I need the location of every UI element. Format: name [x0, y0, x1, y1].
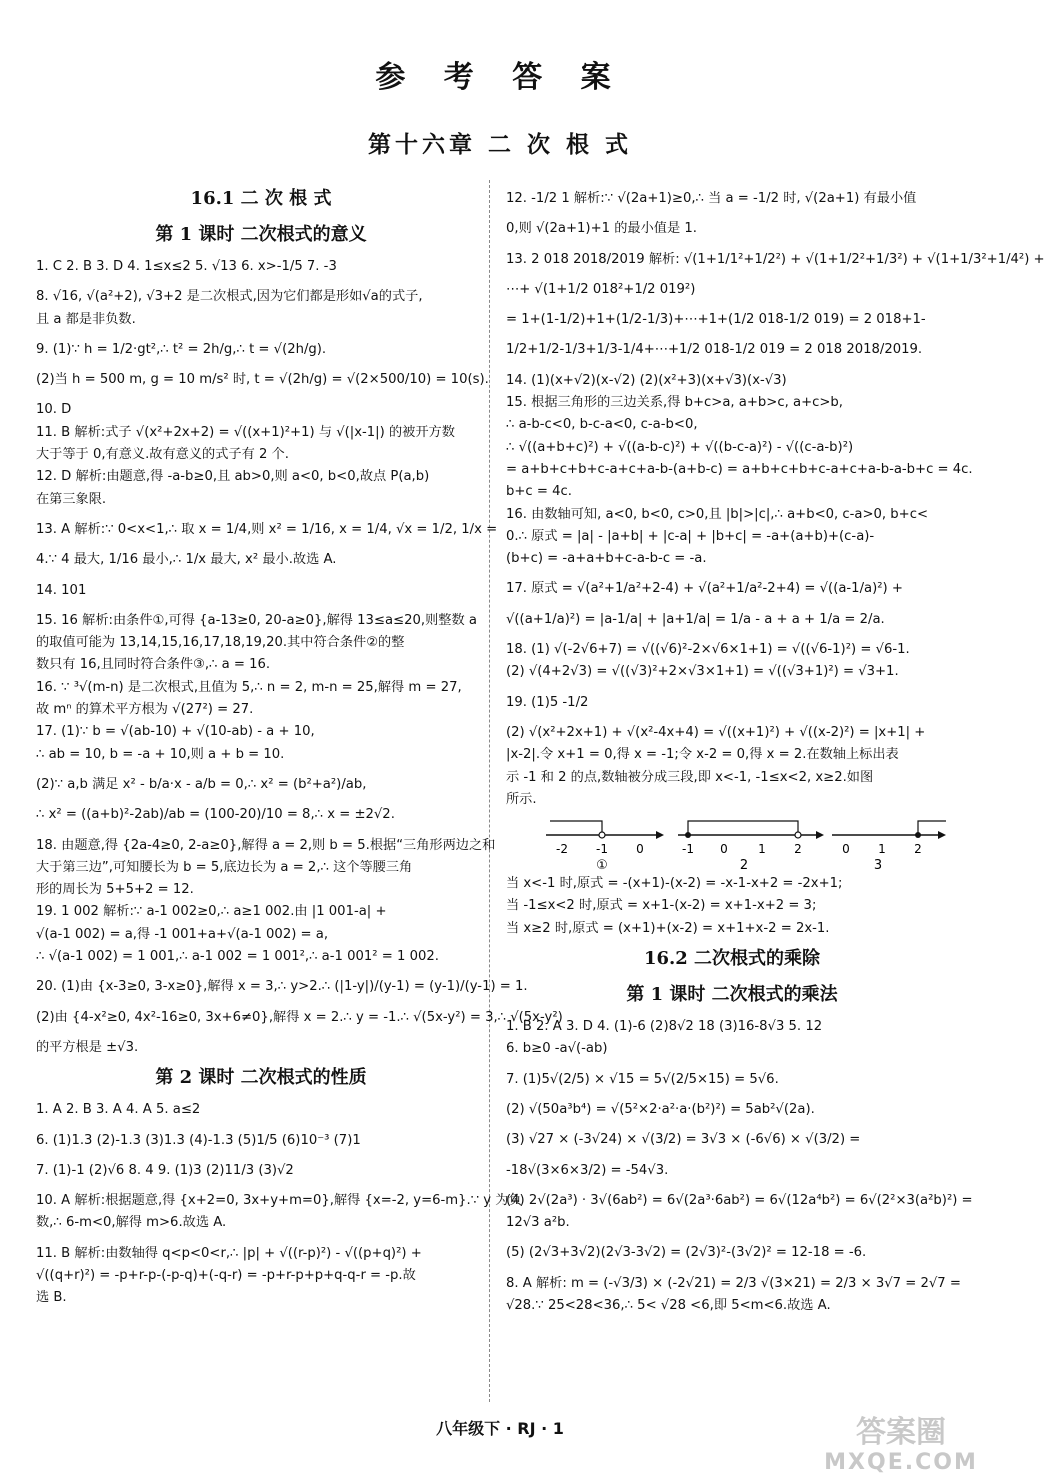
answer-line: 15. 根据三角形的三边关系,得 b+c>a, a+b>c, a+c>b,	[506, 395, 843, 411]
answer-line: 1. B 2. A 3. D 4. (1)-6 (2)8√2 18 (3)16-8√3 5. 12	[506, 1019, 823, 1035]
answer-line: ∴ √(a-1 002) = 1 001,∴ a-1 002 = 1 001²,∴ a-1 001² = 1 002.	[36, 949, 439, 965]
answer-line: 8. √16, √(a²+2), √3+2 是二次根式,因为它们都是形如√a的式子,	[36, 289, 423, 305]
answer-line: 0,则 √(2a+1)+1 的最小值是 1.	[506, 221, 697, 237]
answer-line: 所示.	[506, 791, 537, 807]
answer-line: √28.∵ 25<28<36,∴ 5< √28 <6,即 5<m<6.故选 A.	[506, 1297, 831, 1313]
number-line-svg	[506, 815, 958, 874]
answer-line: 16. 由数轴可知, a<0, b<0, c>0,且 |b|>|c|,∴ a+b<0, c-a>0, b+c<	[506, 506, 929, 522]
answer-line: 12. D 解析:由题意,得 -a-b≥0,且 ab>0,则 a<0, b<0,故点 P(a,b)	[36, 469, 430, 485]
answer-line: ∴ ab = 10, b = -a + 10,则 a + b = 10.	[36, 746, 285, 762]
answer-line: (4) 2√(2a³) · 3√(6ab²) = 6√(2a³·6ab²) = 6√(12a⁴b²) = 6√(2²×3(a²b)²) =	[506, 1192, 973, 1208]
lesson-title: 第 1 课时 二次根式的意义	[155, 224, 367, 245]
tick-label: 2	[794, 842, 802, 857]
answer-line: 4.∵ 4 最大, 1/16 最小,∴ 1/x 最大, x² 最小.故选 A.	[36, 552, 337, 568]
right-column	[506, 180, 1045, 1317]
answer-line: ∴ √((a+b+c)²) + √((a-b-c)²) + √((b-c-a)²) - √((c-a-b)²)	[506, 439, 854, 455]
answer-line: 17. 原式 = √(a²+1/a²+2-4) + √(a²+1/a²-2+4) = √((a-1/a)²) +	[506, 581, 903, 597]
number-line-1	[546, 821, 664, 873]
segment-label: 2	[739, 858, 749, 874]
watermark-text: 答案圈	[856, 1415, 946, 1450]
answer-line: b+c = 4c.	[506, 484, 572, 500]
answer-line: 7. (1)5√(2/5) × √15 = 5√(2/5×15) = 5√6.	[506, 1071, 779, 1087]
answer-line: 0.∴ 原式 = |a| - |a+b| + |c-a| + |b+c| = -a+(a+b)+(c-a)-	[506, 528, 875, 544]
answer-line: 数,∴ 6-m<0,解得 m>6.故选 A.	[36, 1215, 227, 1231]
answer-line: 13. A 解析:∵ 0<x<1,∴ 取 x = 1/4,则 x² = 1/16, x = 1/4, √x = 1/2, 1/x =	[36, 521, 498, 537]
answer-line: |x-2|.令 x+1 = 0,得 x = -1;令 x-2 = 0,得 x = 2.在数轴上标出表	[506, 747, 899, 763]
answer-line: 的取值可能为 13,14,15,16,17,18,19,20.其中符合条件②的整	[36, 635, 405, 651]
closed-point	[915, 832, 921, 838]
tick-label: 2	[914, 842, 922, 857]
answer-line: -18√(3×6×3/2) = -54√3.	[506, 1162, 669, 1178]
answer-line: √((q+r)²) = -p+r-p-(-p-q)+(-q-r) = -p+r-p+p+q-q-r = -p.故	[36, 1267, 416, 1283]
answer-line: (2) √(4+2√3) = √((√3)²+2×√3×1+1) = √((√3+1)²) = √3+1.	[506, 664, 899, 680]
arrow-head	[656, 831, 664, 839]
answer-line: (2)当 h = 500 m, g = 10 m/s² 时, t = √(2h/g) = √(2×500/10) = 10(s).	[36, 372, 489, 388]
tick-label: 0	[842, 842, 850, 857]
answer-line: 19. 1 002 解析:∵ a-1 002≥0,∴ a≥1 002.由 |1 001-a| +	[36, 904, 387, 920]
range-bracket	[688, 821, 798, 835]
answer-line: √(a-1 002) = a,得 -1 001+a+√(a-1 002) = a,	[36, 926, 329, 942]
answer-line: 15. 16 解析:由条件①,可得 {a-13≥0, 20-a≥0},解得 13≤a≤20,则整数 a	[36, 612, 477, 628]
answer-line: √((a+1/a)²) = |a-1/a| + |a+1/a| = 1/a - a + a + 1/a = 2/a.	[506, 611, 885, 627]
answer-line: ∴ x² = ((a+b)²-2ab)/ab = (100-20)/10 = 8,∴ x = ±2√2.	[36, 807, 395, 823]
tick-label: 1	[878, 842, 886, 857]
answer-line: ⋯+ √(1+1/2 018²+1/2 019²)	[506, 281, 696, 297]
answer-line: (2)由 {4-x²≥0, 4x²-16≥0, 3x+6≠0},解得 x = 2.∴ y = -1.∴ √(5x-y²) = 3,∴ √(5x-y²)	[36, 1009, 563, 1025]
section-title: 16.1 二 次 根 式	[190, 188, 332, 209]
number-line-figure	[506, 815, 958, 874]
arrow-head	[816, 831, 824, 839]
page-footer: 八年级下 · RJ · 1	[436, 1419, 564, 1438]
answer-line: 当 x<-1 时,原式 = -(x+1)-(x-2) = -x-1-x+2 = -2x+1;	[506, 876, 843, 892]
answer-line: = a+b+c+b+c-a+c+a-b-(a+b-c) = a+b+c+b+c-a+c+a-b-a-b+c = 4c.	[506, 461, 973, 477]
number-line-3	[832, 821, 946, 873]
answer-line: 10. D	[36, 402, 72, 418]
answer-line: 11. B 解析:由数轴得 q<p<0<r,∴ |p| + √((r-p)²) - √((p+q)²) +	[36, 1245, 422, 1261]
answer-line: = 1+(1-1/2)+1+(1/2-1/3)+⋯+1+(1/2 018-1/2 019) = 2 018+1-	[506, 312, 926, 328]
answer-line: (5) (2√3+3√2)(2√3-3√2) = (2√3)²-(3√2)² = 12-18 = -6.	[506, 1245, 867, 1261]
lesson-title: 第 1 课时 二次根式的乘法	[626, 984, 838, 1006]
segment-label: ①	[596, 858, 608, 874]
answer-line: 数只有 16,且同时符合条件③,∴ a = 16.	[36, 657, 271, 673]
column-divider	[489, 180, 490, 1402]
open-point	[795, 832, 801, 838]
answer-line: (2) √(x²+2x+1) + √(x²-4x+4) = √((x+1)²) + √((x-2)²) = |x+1| +	[506, 724, 926, 740]
answer-line: 6. b≥0 -a√(-ab)	[506, 1041, 608, 1057]
answer-line: 14. 101	[36, 582, 87, 598]
answer-line: 大于等于 0,有意义.故有意义的式子有 2 个.	[36, 447, 289, 463]
answer-line: 13. 2 018 2018/2019 解析: √(1+1/1²+1/2²) + √(1+1/2²+1/3²) + √(1+1/3²+1/4²) +	[506, 251, 1045, 267]
answer-line: 形的周长为 5+5+2 = 12.	[36, 882, 194, 898]
answer-line: 示 -1 和 2 的点,数轴被分成三段,即 x<-1, -1≤x<2, x≥2.如图	[506, 769, 874, 785]
answer-line: 17. (1)∵ b = √(ab-10) + √(10-ab) - a + 10,	[36, 724, 315, 740]
answer-line: 当 x≥2 时,原式 = (x+1)+(x-2) = x+1+x-2 = 2x-1.	[506, 920, 830, 936]
answer-line: 9. (1)∵ h = 1/2·gt²,∴ t² = 2h/g,∴ t = √(2h/g).	[36, 341, 327, 357]
answer-line: 10. A 解析:根据题意,得 {x+2=0, 3x+y+m=0},解得 {x=-2, y=6-m}.∵ y 为负	[36, 1193, 522, 1209]
answer-line: 的平方根是 ±√3.	[36, 1039, 139, 1055]
answer-line: 14. (1)(x+√2)(x-√2) (2)(x²+3)(x+√3)(x-√3)	[506, 372, 787, 388]
range-bracket	[550, 821, 602, 835]
answer-line: 8. A 解析: m = (-√3/3) × (-2√21) = 2/3 √(3×21) = 2/3 × 3√7 = 2√7 =	[506, 1275, 961, 1291]
tick-label: 0	[720, 842, 728, 857]
tick-label: -1	[596, 842, 608, 857]
answer-line: 18. 由题意,得 {2a-4≥0, 2-a≥0},解得 a = 2,则 b = 5.根据“三角形两边之和	[36, 837, 496, 853]
closed-point	[685, 832, 691, 838]
segment-label: 3	[873, 858, 883, 874]
watermark-url: MXQE.COM	[824, 1450, 978, 1475]
answer-line: 选 B.	[36, 1290, 67, 1306]
answer-line: 故 mⁿ 的算术平方根为 √(27²) = 27.	[36, 702, 254, 718]
answer-line: (2)∵ a,b 满足 x² - b/a·x - a/b = 0,∴ x² = (b²+a²)/ab,	[36, 776, 367, 792]
answer-line: 18. (1) √(-2√6+7) = √((√6)²-2×√6×1+1) = √((√6-1)²) = √6-1.	[506, 642, 910, 658]
answer-line: 大于第三边”,可知腰长为 b = 5,底边长为 a = 2,∴ 这个等腰三角	[36, 859, 413, 875]
answer-line: 且 a 都是非负数.	[36, 311, 136, 327]
answer-line: 20. (1)由 {x-3≥0, 3-x≥0},解得 x = 3,∴ y>2.∴ (|1-y|)/(y-1) = (y-1)/(y-1) = 1.	[36, 979, 528, 995]
answer-line: (b+c) = -a+a+b+c-a-b-c = -a.	[506, 551, 707, 567]
tick-label: -2	[556, 842, 568, 857]
answer-line: ∴ a-b-c<0, b-c-a<0, c-a-b<0,	[506, 417, 698, 433]
answer-line: 6. (1)1.3 (2)-1.3 (3)1.3 (4)-1.3 (5)1/5 (6)10⁻³ (7)1	[36, 1132, 361, 1148]
tick-label: -1	[682, 842, 694, 857]
answer-line: 19. (1)5 -1/2	[506, 694, 589, 710]
watermark-logo	[808, 1415, 994, 1480]
open-point	[599, 832, 605, 838]
chapter-title: 第十六章 二 次 根 式	[367, 132, 633, 158]
answer-line: (3) √27 × (-3√24) × √(3/2) = 3√3 × (-6√6) × √(3/2) =	[506, 1132, 861, 1148]
answer-line: 11. B 解析:式子 √(x²+2x+2) = √((x+1)²+1) 与 √(|x-1|) 的被开方数	[36, 424, 455, 440]
answer-line: 1/2+1/2-1/3+1/3-1/4+⋯+1/2 018-1/2 019 = 2 018 2018/2019.	[506, 342, 923, 358]
answer-line: 当 -1≤x<2 时,原式 = x+1-(x-2) = x+1-x+2 = 3;	[506, 898, 817, 914]
answer-line: 7. (1)-1 (2)√6 8. 4 9. (1)3 (2)11/3 (3)√2	[36, 1162, 294, 1178]
answer-line: 1. A 2. B 3. A 4. A 5. a≤2	[36, 1102, 201, 1118]
number-line-2	[678, 821, 824, 873]
answer-line: 16. ∵ ³√(m-n) 是二次根式,且值为 5,∴ n = 2, m-n = 25,解得 m = 27,	[36, 679, 462, 695]
answer-line: 1. C 2. B 3. D 4. 1≤x≤2 5. √13 6. x>-1/5 7. -3	[36, 259, 337, 274]
arrow-head	[938, 831, 946, 839]
answer-line: (2) √(50a³b⁴) = √(5²×2·a²·a·(b²)²) = 5ab²√(2a).	[506, 1101, 815, 1117]
lesson-title: 第 2 课时 二次根式的性质	[155, 1067, 367, 1089]
page-title: 参 考 答 案	[375, 60, 625, 95]
answer-line: 12. -1/2 1 解析:∵ √(2a+1)≥0,∴ 当 a = -1/2 时, √(2a+1) 有最小值	[506, 191, 917, 206]
answer-line: 12√3 a²b.	[506, 1215, 570, 1231]
tick-label: 0	[636, 842, 644, 857]
tick-label: 1	[758, 842, 766, 857]
section-title: 16.2 二次根式的乘除	[643, 948, 821, 970]
answer-line: 在第三象限.	[36, 491, 107, 507]
